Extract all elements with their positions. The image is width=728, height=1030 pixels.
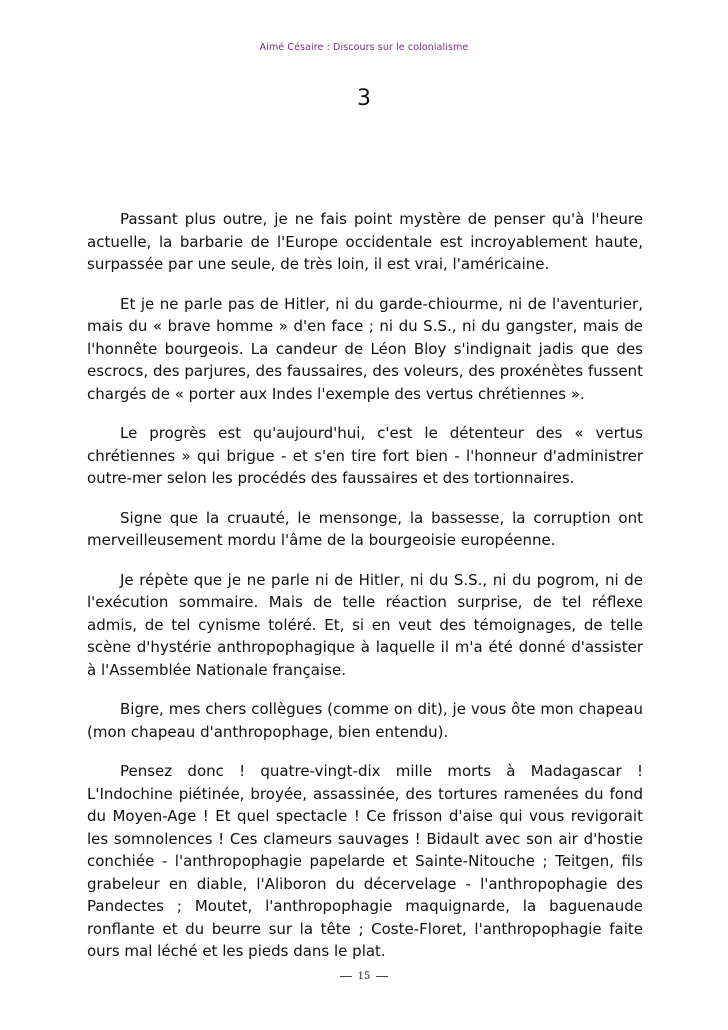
page-number: 15 <box>357 971 371 982</box>
paragraph-5: Je répète que je ne parle ni de Hitler, ni du S.S., ni du pogrom, ni de l'exécution sommaire. Mais de telle réaction surprise, de tel réflexe admis, de tel cynisme toléré. Et, si en veut des témoignages, de telle scène d'hystérie anthropophagique à laquelle il m'a été donné d'assister à l'Assemblée Nationale française. <box>87 570 643 679</box>
body-text <box>87 208 643 980</box>
chapter-number: 3 <box>357 86 371 111</box>
paragraph-4: Signe que la cruauté, le mensonge, la bassesse, la corruption ont merveilleusement mordu l'âme de la bourgeoisie européenne. <box>87 508 643 549</box>
page-footer <box>0 971 728 982</box>
paragraph-7: Pensez donc ! quatre-vingt-dix mille morts à Madagascar ! L'Indochine piétinée, broyée, assassinée, des tortures ramenées du fond du Moyen-Age ! Et quel spectacle ! Ce frisson d'aise qui vous revigorait les somnolences ! Ces clameurs sauvages ! Bidault avec son air d'hostie conchiée - l'anthropophagie papelarde et Sainte-Nitouche ; Teitgen, fils grabeleur en diable, l'Aliboron du décervelage - l'anthropophagie des Pandectes ; Moutet, l'anthropophagie maquignarde, la baguenaude ronflante et du beurre sur la tête ; Coste-Floret, l'anthropophagie faite ours mal léché et les pieds dans le plat. <box>87 762 643 960</box>
right-dash <box>376 976 388 977</box>
paragraph-6: Bigre, mes chers collègues (comme on dit), je vous ôte mon chapeau (mon chapeau d'anthropophage, bien entendu). <box>87 700 643 741</box>
running-header: Aimé Césaire : Discours sur le colonialisme <box>259 42 469 53</box>
paragraph-1: Passant plus outre, je ne fais point mystère de penser qu'à l'heure actuelle, la barbarie de l'Europe occidentale est incroyablement haute, surpassée par une seule, de très loin, il est vrai, l'américaine. <box>87 210 643 273</box>
paragraph-3: Le progrès est qu'aujourd'hui, c'est le détenteur des « vertus chrétiennes » qui brigue - et s'en tire fort bien - l'honneur d'administrer outre-mer selon les procédés des faussaires et des tortionnaires. <box>87 424 643 487</box>
paragraph-2: Et je ne parle pas de Hitler, ni du garde-chiourme, ni de l'aventurier, mais du « brave homme » d'en face ; ni du S.S., ni du gangster, mais de l'honnête bourgeois. La candeur de Léon Bloy s'indignait jadis que des escrocs, des parjures, des faussaires, des voleurs, des proxénètes fussent chargés de « porter aux Indes l'exemple des vertus chrétiennes ». <box>87 294 643 403</box>
left-dash <box>340 976 352 977</box>
